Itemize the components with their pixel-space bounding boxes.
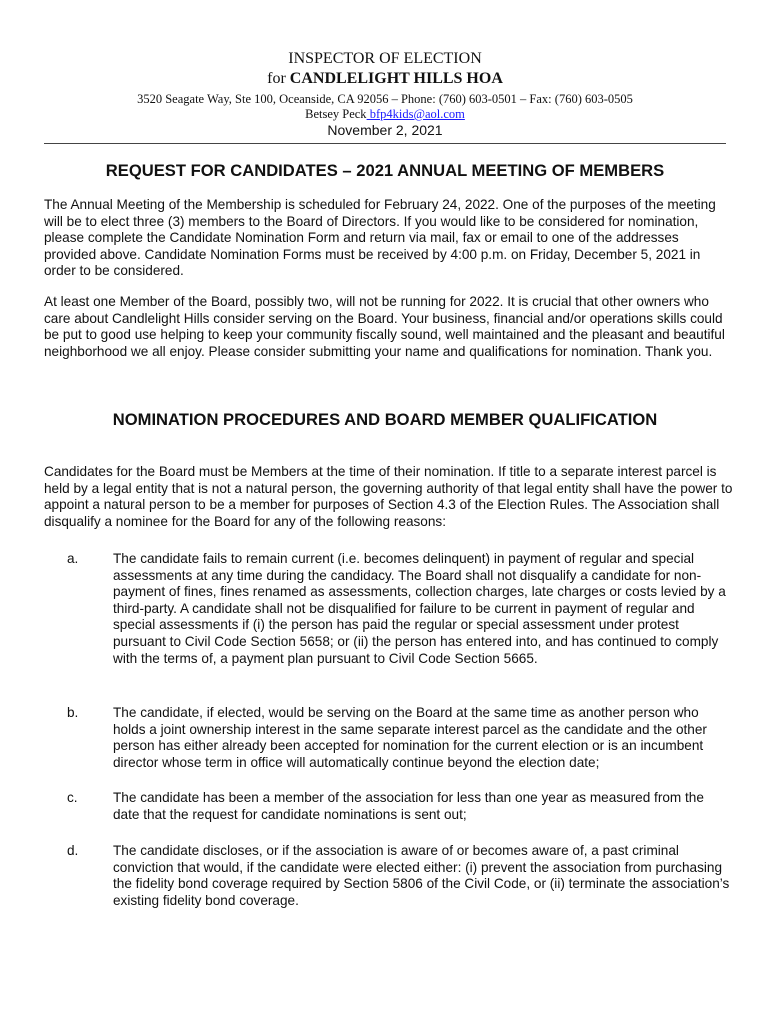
list-item-letter: d. [67,843,79,858]
nomination-intro: Candidates for the Board must be Members at the time of their nomination. If title to a separate interest parcel is held by a legal entity that is not a natural person, the governing authority of that legal entity shall have the power to appoint a natural person to be a member for purposes of Section 4.3 of the Election Rules. The Association shall disqualify a nominee for the Board for any of the following reasons: [44,464,733,529]
list-item-text: The candidate has been a member of the association for less than one year as measured from the date that the request for candidate nominations is sent out; [113,790,704,822]
header-org-prefix: for [267,70,290,87]
header-date: November 2, 2021 [327,122,443,138]
header-organization [0,70,770,88]
request-paragraph-1: The Annual Meeting of the Membership is scheduled for February 24, 2022. One of the purposes of the meeting will be to elect three (3) members to the Board of Directors. If you would like to be considered for nomination, please complete the Candidate Nomination Form and return via mail, fax or email to one of the addresses provided above. Candidate Nomination Forms must be received by 4:00 p.m. on Friday, December 5, 2021 in order to be considered. [44,197,716,279]
section-title-request: REQUEST FOR CANDIDATES – 2021 ANNUAL MEETING OF MEMBERS [105,161,665,180]
header-address: 3520 Seagate Way, Ste 100, Oceanside, CA 92056 – Phone: (760) 603-0501 – Fax: (760) 603-0505 [137,92,633,106]
contact-email-link[interactable]: bfp4kids@aol.com [366,107,465,121]
request-paragraph-2: At least one Member of the Board, possibly two, will not be running for 2022. It is crucial that other owners who care about Candlelight Hills consider serving on the Board. Your business, financial and/or operations skills could be put to good use helping to keep your community fiscally sound, well maintained and the pleasant and beautiful neighborhood we all enjoy. Please consider submitting your name and qualifications for nomination. Thank you. [44,294,725,359]
header-org-name: CANDLELIGHT HILLS HOA [289,70,503,87]
section-title-nomination: NOMINATION PROCEDURES AND BOARD MEMBER QUALIFICATION [112,410,658,429]
list-item-letter: b. [67,705,79,720]
header-title: INSPECTOR OF ELECTION [288,50,482,67]
contact-name: Betsey Peck [305,107,367,121]
list-item-text: The candidate fails to remain current (i.e. becomes delinquent) in payment of regular and special assessments at any time during the candidacy. The Board shall not disqualify a candidate for non-payment of fines, fines renamed as assessments, collection charges, late charges or costs levied by a third-party. A candidate shall not be disqualified for failure to be current in payment of regular and special assessments if (i) the person has paid the regular or special assessment under protest pursuant to Civil Code Section 5658; or (ii) the person has entered into, and has continued to comply with the terms of, a payment plan pursuant to Civil Code Section 5665. [113,551,726,666]
header-divider [44,143,726,144]
list-item-letter: c. [67,790,78,805]
list-item-text: The candidate discloses, or if the association is aware of or becomes aware of, a past criminal conviction that would, if the candidate were elected either: (i) prevent the association from purchasing the fidelity bond coverage required by Section 5806 of the Civil Code, or (ii) terminate the association’s existing fidelity bond coverage. [113,843,730,908]
header-contact [0,107,770,122]
list-item-text: The candidate, if elected, would be serving on the Board at the same time as another person who holds a joint ownership interest in the same separate interest parcel as the candidate and the other person has either already been accepted for nomination for the current election or is an incumbent director whose term in office will automatically continue beyond the election date; [113,705,707,770]
list-item-letter: a. [67,551,79,566]
